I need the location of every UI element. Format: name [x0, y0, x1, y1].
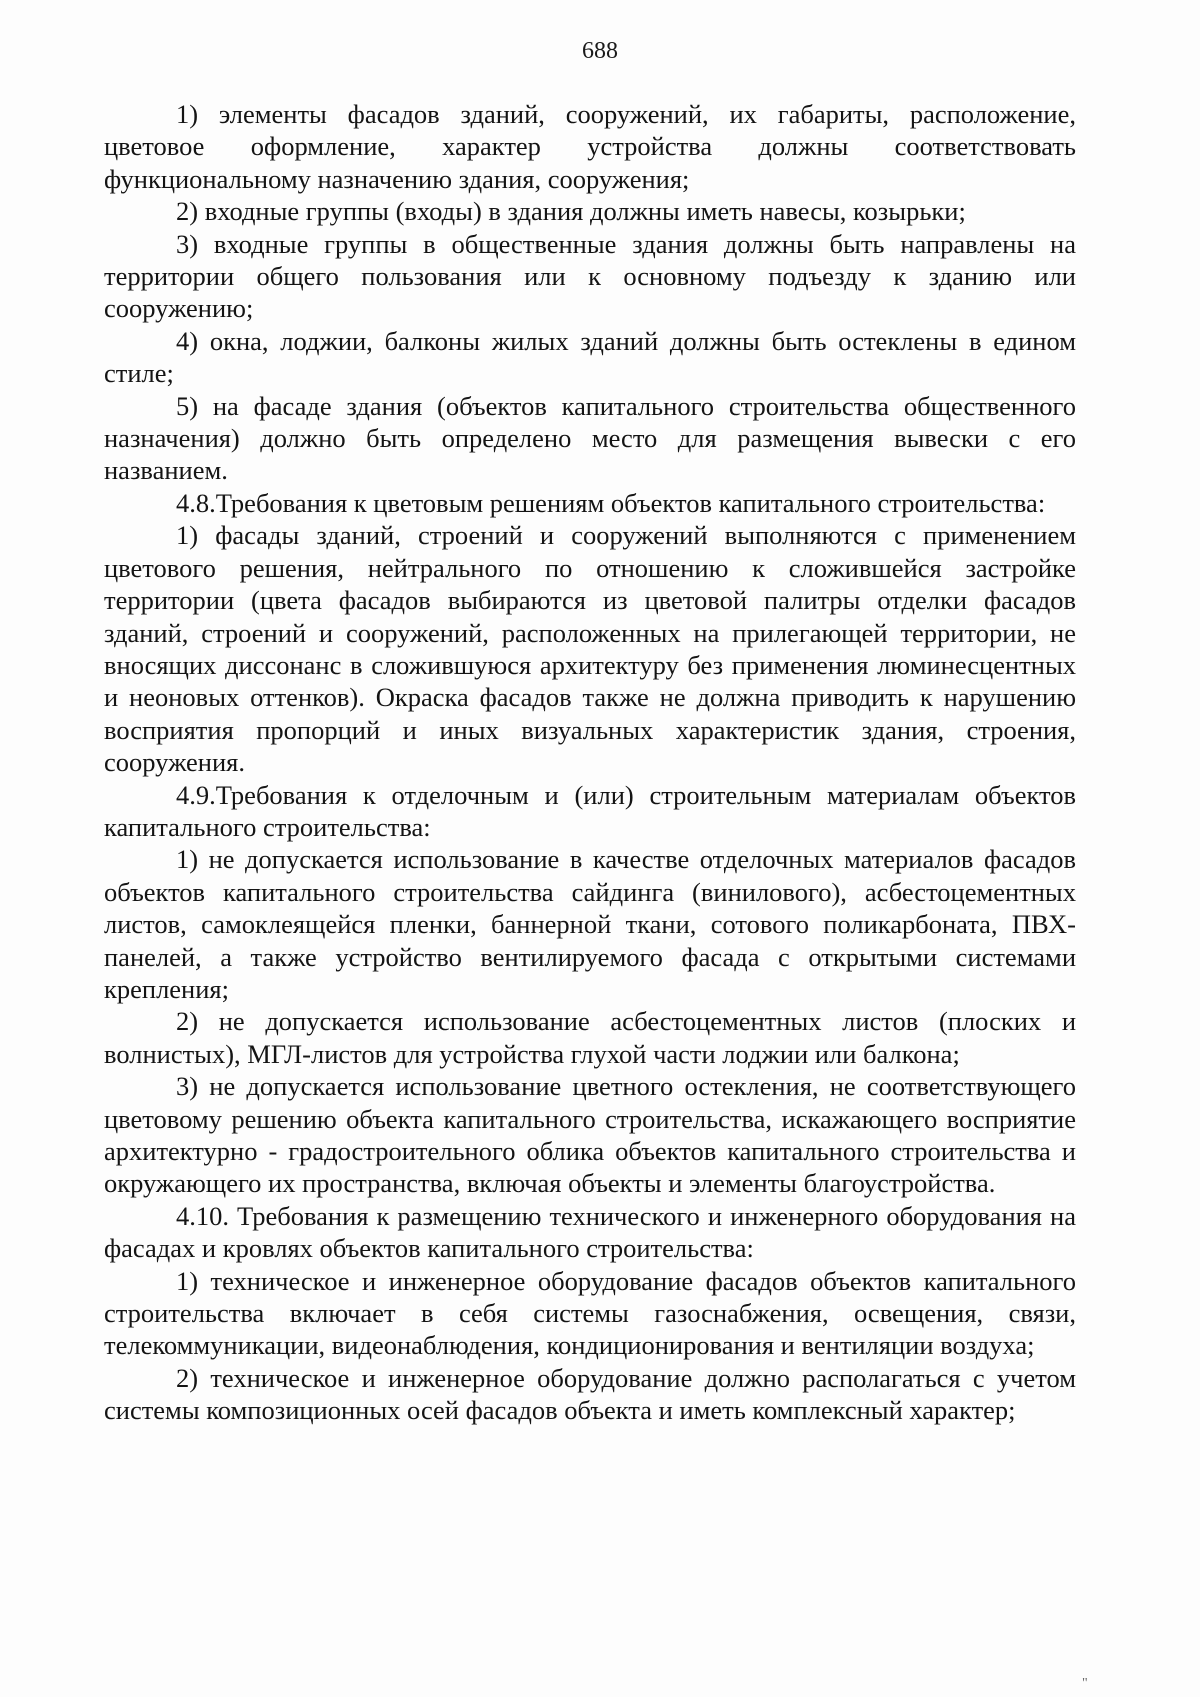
paragraph-colored-glazing: 3) не допускается использование цветного остекления, не соответствующего цветовому решению объекта капитального строительства, искажающего восприятие архитектурно - градостроительного облика объектов капитального строительства и окружающего их пространства, включая объекты и элементы благоустройства.: [104, 1071, 1076, 1199]
section-heading-4-8: 4.8.Требования к цветовым решениям объектов капитального строительства:: [176, 487, 1046, 518]
paragraph-asbestos-sheets: 2) не допускается использование асбестоцементных листов (плоских и волнистых), МГЛ-листов для устройства глухой части лоджии или балкона;: [104, 1006, 1076, 1069]
document-body: [104, 98, 1076, 1427]
section-heading-4-9: 4.9.Требования к отделочным и (или) строительным материалам объектов капитального строительства:: [104, 779, 1076, 842]
scan-mark: ": [1082, 1676, 1088, 1691]
paragraph-color-solutions: 1) фасады зданий, строений и сооружений выполняются с применением цветового решения, нейтрального по отношению к сложившейся застройке территории (цвета фасадов выбираются из цветовой палитры отделки фасадов зданий, строений и сооружений, расположенных на прилегающей территории, не вносящих диссонанс в сложившуюся архитектуру без применения люминесцентных и неоновых оттенков). Окраска фасадов также не должна приводить к нарушению восприятия пропорций и иных визуальных характеристик здания, строения, сооружения.: [104, 520, 1076, 778]
paragraph-item-5-signage-place: 5) на фасаде здания (объектов капитального строительства общественного назначения) должно быть определено место для размещения вывески с его названием.: [104, 390, 1076, 486]
paragraph-item-3-entrance-direction: 3) входные группы в общественные здания должны быть направлены на территории общего пользования или к основному подъезду к зданию или сооружению;: [104, 228, 1076, 324]
page-number: 688: [582, 38, 618, 64]
paragraph-item-4-window-glazing: 4) окна, лоджии, балконы жилых зданий должны быть остеклены в едином стиле;: [104, 325, 1076, 389]
paragraph-forbidden-materials: 1) не допускается использование в качестве отделочных материалов фасадов объектов капитального строительства сайдинга (винилового), асбестоцементных листов, самоклеящейся пленки, баннерной ткани, сотового поликарбоната, ПВХ-панелей, а также устройство вентилируемого фасада с открытыми системами крепления;: [104, 844, 1076, 1004]
paragraph-equipment-placement: 2) техническое и инженерное оборудование должно располагаться с учетом системы композиционных осей фасадов объекта и иметь комплексный характер;: [104, 1362, 1076, 1426]
paragraph-item-1-facade-elements: 1) элементы фасадов зданий, сооружений, их габариты, расположение, цветовое оформление, характер устройства должны соответствовать функциональному назначению здания, сооружения;: [104, 99, 1076, 194]
paragraph-item-2-entrance-canopies: 2) входные группы (входы) в здания должны иметь навесы, козырьки;: [176, 196, 966, 227]
paragraph-engineering-equipment: 1) техническое и инженерное оборудование фасадов объектов капитального строительства включает в себя системы газоснабжения, освещения, связи, телекоммуникации, видеонаблюдения, кондиционирования и вентиляции воздуха;: [104, 1265, 1076, 1361]
section-heading-4-10: 4.10. Требования к размещению технического и инженерного оборудования на фасадах и кровлях объектов капитального строительства:: [104, 1200, 1076, 1264]
